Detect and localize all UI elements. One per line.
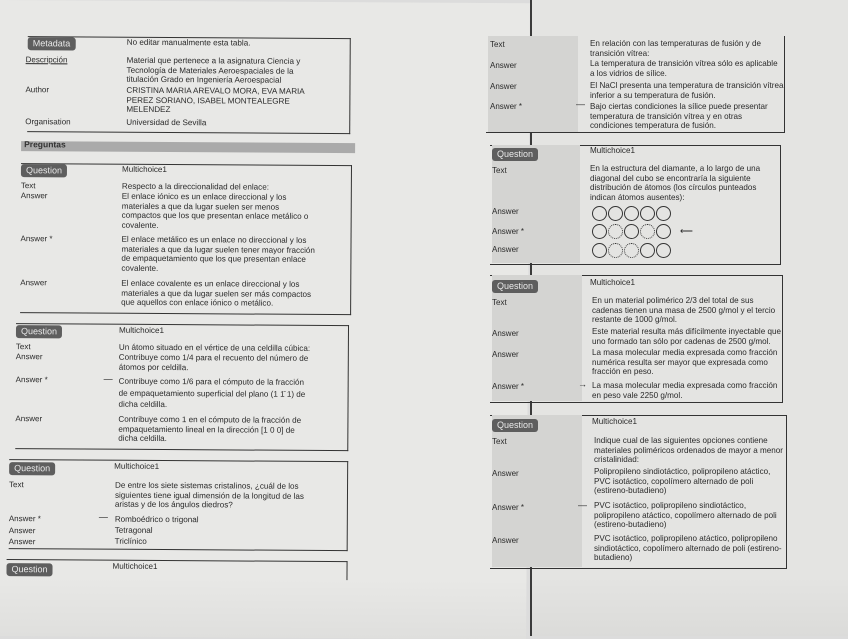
question-1-badge: Question [21,164,67,177]
atom-solid [592,243,607,258]
q1-label-text: Text [20,181,36,191]
question-r2-type: Multichoice1 [590,278,635,287]
atom-dotted [608,224,623,239]
question-3-badge: Question [9,462,55,475]
r2-answer-c: La masa molecular media expresada como fracción en peso vale 2250 g/mol. [592,381,778,400]
q3-label-answer-b: Answer [8,526,36,536]
top-label-text: Text [490,40,505,49]
q1-text: Respecto a la direccionalidad del enlace: [121,181,270,192]
question-r1-type: Multichoice1 [590,146,635,155]
q1-answer-c: El enlace covalente es un enlace direccional y los materiales a que da lugar suelen ser más compactos que aquellos con enlace iónico o metálico. [121,278,312,308]
metadata-label-organisation: Organisation [25,117,71,127]
r1-text: En la estructura del diamante, a lo largo de una diagonal del cubo se encontraría la siguiente distribución de átomos (los círculos punteados indican átomos ausentes): [590,164,761,202]
top-answer-c: Bajo ciertas condiciones la sílice puede presentar temperatura de transición vítrea y en otras condiciones temperatura de fusión. [590,102,768,131]
section-strip [21,141,355,153]
q2-answer-a: Contribuye como 1/4 para el recuento del número de átomos por celdilla. [118,352,309,372]
r1-label-text: Text [492,166,507,175]
atom-solid [656,206,671,221]
question-4-type: Multichoice1 [112,561,158,571]
r1-pen-mark: ⟵ [680,226,693,236]
q3-answer-b: Tetragonal [114,525,153,535]
r2-label-answer-b: Answer [492,350,519,359]
r3-label-text: Text [492,437,507,446]
q2-label-answer-b: Answer * [15,375,48,385]
r1-answer-c-atoms [592,243,671,258]
metadata-label-description: Descripción [25,55,68,65]
top-text: En relación con las temperaturas de fusión y de transición vítrea: [590,39,761,58]
atom-dotted [640,224,655,239]
r2-label-answer-a: Answer [492,329,519,338]
q2-label-text: Text [15,342,31,352]
metadata-value-description: Material que pertenece a la asignatura Ciencia y Tecnología de Materiales Aeroespaciales de la titulación Grado en Ingeniería Aeroespacial [126,55,301,85]
question-2-type: Multichoice1 [118,325,165,336]
metadata-value-author: CRISTINA MARIA AREVALO MORA, EVA MARIA PEREZ SORIANO, ISABEL MONTEALEGRE MELENDEZ [126,85,305,115]
top-label-answer-b: Answer [490,82,517,91]
r3-label-answer-b: Answer * [492,503,525,512]
r2-text: En un material polimérico 2/3 del total de sus cadenas tienen una masa de 2500 g/mol y el tercio restante de 1000 g/mol. [592,296,776,325]
r1-label-answer-b: Answer * [492,227,525,236]
r3-text: Indique cual de las siguientes opciones contiene materiales poliméricos ordenados de mayor a menor cristalinidad: [594,436,783,465]
question-r2-badge: Question [492,280,538,293]
metadata-badge: Metadata [28,37,76,50]
r3-answer-c: PVC isotáctico, polipropileno atáctico, polipropileno sindiotáctico, copolímero alternado de poli (estireno- butadieno) [594,534,782,563]
r2-label-text: Text [492,298,507,307]
q1-answer-b: El enlace metálico es un enlace no direccional y los materiales a que da lugar suelen tener mayor fracción de empaquetamiento que los que presentan enlace covalente. [121,234,315,273]
page-shadow [532,576,848,636]
r2-answer-b: La masa molecular media expresada como fracción numérica resulta ser mayor que expresada como fracción en peso. [592,348,778,377]
top-label-answer-c: Answer * [490,102,523,111]
top-label-answer-a: Answer [490,61,517,70]
r1-answer-b-atoms [592,224,671,239]
q3-pen-mark: — [98,511,108,522]
q3-answer-a: Romboédrico o trigonal [114,514,199,525]
question-2-badge: Question [16,325,62,338]
r3-pen-mark: — [578,500,587,510]
page-shadow [0,576,526,639]
metadata-label-author: Author [25,85,50,95]
top-answer-b: El NaCl presenta una temperatura de transición vítrea inferior a su temperatura de fusión. [590,81,784,100]
atom-solid [592,206,607,221]
metadata-note: No editar manualmente esta tabla. [126,37,251,48]
r3-label-answer-c: Answer [492,536,519,545]
top-answer-a: La temperatura de transición vítrea sólo es aplicable a los vidrios de sílice. [590,59,778,78]
atom-solid [656,224,671,239]
r3-label-answer-a: Answer [492,469,519,478]
atom-solid [640,243,655,258]
q2-answer-b: Contribuye como 1/6 para el cómputo de la fracción de empaquetamiento superficial del plano (1 1̄ 1) de dicha celdilla. [118,376,306,410]
r1-answer-a-atoms [592,206,671,221]
r2-label-answer-c: Answer * [492,382,525,391]
top-pen-mark: — [576,99,585,109]
atom-solid [592,224,607,239]
r2-pen-mark: → [578,379,587,389]
q2-pen-mark: — [103,373,113,384]
q2-label-answer-c: Answer [15,414,43,424]
q3-label-answer-c: Answer [8,537,36,547]
atom-dotted [608,243,623,258]
q1-answer-a: El enlace iónico es un enlace direccional y los materiales a que da lugar suelen ser menos compactos que los que presentan enlace metálico o covalente. [121,191,309,230]
q2-text: Un átomo situado en el vértice de una celdilla cúbica: [118,342,311,353]
atom-solid [624,206,639,221]
question-r3-type: Multichoice1 [592,417,637,426]
q1-label-answer-a: Answer [20,191,48,201]
q3-label-answer-a: Answer * [8,514,41,524]
question-4-badge: Question [6,563,52,576]
atom-solid [656,243,671,258]
q3-text: De entre los siete sistemas cristalinos, ¿cuál de los siguientes tiene igual dimensión de la longitud de las aristas y de los ángulos diedros? [114,480,304,510]
r3-answer-b: PVC isotáctico, polipropileno sindiotáctico, polipropileno atáctico, copolímero alternado de poli (estireno-butadieno) [594,501,777,530]
r2-answer-a: Este material resulta más difícilmente inyectable que uno formado tan sólo por cadenas de 2500 g/mol. [592,327,781,346]
atom-dotted [624,243,639,258]
q1-label-answer-b: Answer * [20,234,53,244]
question-3-type: Multichoice1 [114,461,160,471]
q2-label-answer-a: Answer [15,352,43,362]
right-page [490,0,848,636]
q3-label-text: Text [9,480,24,490]
question-r1-badge: Question [492,148,538,161]
question-r3-badge: Question [492,419,538,432]
section-title: Preguntas [24,139,66,150]
q3-answer-c: Triclínico [114,536,147,546]
atom-solid [624,224,639,239]
q2-answer-c: Contribuye como 1 en el cómputo de la fracción de empaquetamiento lineal en la dirección [1 0 0] de dicha celdilla. [118,414,302,444]
r1-label-answer-c: Answer [492,245,519,254]
atom-solid [640,206,655,221]
q1-label-answer-c: Answer [20,278,47,288]
r3-answer-a: Polipropileno sindiotáctico, polipropileno atáctico, PVC isotáctico, copolímero alternado de poli (estireno-butadieno) [594,467,771,496]
metadata-value-organisation: Universidad de Sevilla [126,117,207,128]
question-1-type: Multichoice1 [121,164,167,175]
atom-solid [608,206,623,221]
r1-label-answer-a: Answer [492,207,519,216]
